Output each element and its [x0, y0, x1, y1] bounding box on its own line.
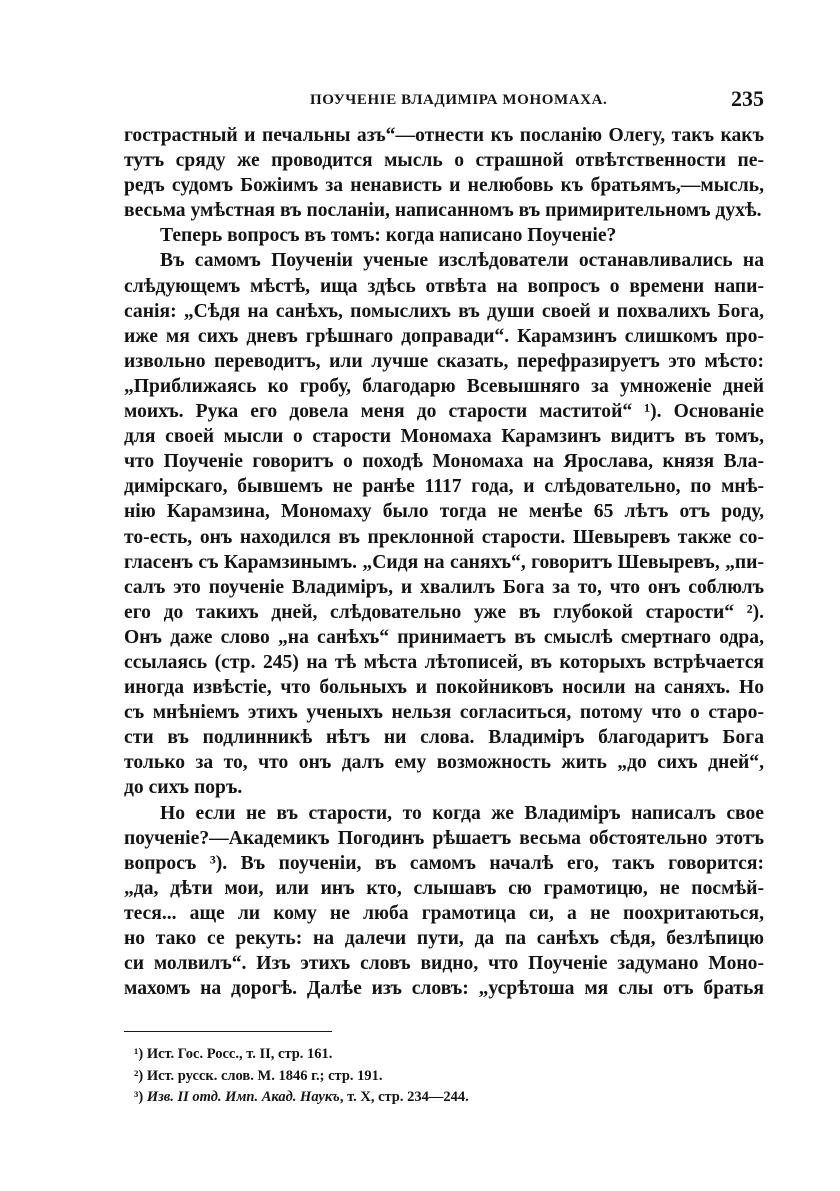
footnote-source-title: Изв. II отд. Имп. Акад. Наукъ: [146, 1089, 340, 1105]
footnote-text: , т. X, стр. 234—244.: [339, 1089, 469, 1105]
running-title: ПОУЧЕНІЕ ВЛАДИМІРА МОНОМАХА.: [310, 92, 608, 108]
footnotes: [134, 1044, 734, 1109]
text-line: слѣдующемъ мѣстѣ, ища здѣсь отвѣта на вопросъ о времени напи-: [124, 275, 764, 297]
text-line: до сихъ поръ.: [124, 777, 243, 799]
text-line: „Приближаясь ко гробу, благодарю Всевышняго за умноженіе дней: [124, 375, 764, 397]
text-line: Онъ даже слово „на санѣхъ“ принимаетъ въ смыслѣ смертнаго одра,: [124, 626, 764, 648]
text-line: си молвилъ“. Изъ этихъ словъ видно, что Поученіе задумано Моно-: [124, 953, 764, 975]
text-line: димірскаго, бывшемъ не ранѣе 1117 года, и слѣдовательно, по мнѣ-: [124, 476, 764, 498]
text-line: нію Карамзина, Мономаху было тогда не менѣе 65 лѣтъ отъ роду,: [124, 501, 764, 523]
text-line: весьма умѣстная въ посланіи, написанномъ въ примирительномъ духѣ.: [124, 200, 762, 222]
running-header: [124, 86, 764, 116]
text-line: ссылаясь (стр. 245) на тѣ мѣста лѣтописей, въ которыхъ встрѣчается: [124, 651, 764, 673]
footnote: [134, 1087, 734, 1109]
text-line: „да, дѣти мои, или инъ кто, слышавъ сю грамотицю, не посмѣй-: [124, 877, 764, 899]
text-line: редъ судомъ Божіимъ за ненависть и нелюбовь къ братьямъ,—мысль,: [124, 175, 764, 197]
text-line: Въ самомъ Поученіи ученые изслѣдователи останавливались на: [160, 250, 764, 272]
text-line: то-есть, онъ находился въ преклонной старости. Шевыревъ также со-: [124, 526, 764, 548]
text-line: Теперь вопросъ въ томъ: когда написано Поученіе?: [160, 225, 617, 247]
text-line: моихъ. Рука его довела меня до старости маститой“ ¹). Основаніе: [124, 401, 764, 423]
text-line: съ мнѣніемъ этихъ ученыхъ нельзя согласиться, потому что о старо-: [124, 702, 764, 724]
text-line: гласенъ съ Карамзинымъ. „Сидя на саняхъ“, говоритъ Шевыревъ, „пи-: [124, 551, 764, 573]
text-line: салъ это поученіе Владиміръ, и хвалилъ Бога за то, что онъ соблюлъ: [124, 576, 764, 598]
text-line: иногда извѣстіе, что больныхъ и покойниковъ носили на саняхъ. Но: [124, 677, 764, 699]
text-line: только за то, что онъ далъ ему возможность жить „до сихъ дней“,: [124, 752, 764, 774]
footnote-text: Ист. Гос. Росс., т. II, стр. 161.: [146, 1046, 333, 1062]
text-line: извольно переводитъ, или лучше сказать, перефразируетъ это мѣсто:: [124, 350, 764, 372]
footnote-mark: ²): [134, 1067, 144, 1084]
footnote-divider: [124, 1031, 332, 1032]
text-line: вопросъ ³). Въ поученіи, въ самомъ началѣ его, такъ говорится:: [124, 852, 764, 874]
text-line: для своей мысли о старости Мономаха Карамзинъ видитъ въ томъ,: [124, 426, 764, 448]
page-number: 235: [731, 86, 764, 111]
text-line: иже мя сихъ дневъ грѣшнаго доправади“. Карамзинъ слишкомъ про-: [124, 325, 764, 347]
text-line: его до такихъ дней, слѣдовательно уже въ глубокой старости“ ²).: [124, 601, 764, 623]
footnote-mark: ¹): [134, 1046, 144, 1062]
text-line: тутъ сряду же проводится мысль о страшной отвѣтственности пе-: [124, 150, 764, 172]
body-text: [124, 123, 764, 1001]
text-line: махомъ на дорогѣ. Далѣе изъ словъ: „усрѣтоша мя слы отъ братья: [124, 978, 764, 1000]
text-line: теся... аще ли кому не люба грамотица си, а не поохритаються,: [124, 902, 764, 924]
footnote-text: Ист. русск. слов. М. 1846 г.; стр. 191.: [146, 1067, 383, 1084]
footnote-mark: ³): [134, 1089, 144, 1105]
footnote: [134, 1044, 734, 1066]
text-line: сти въ подлинникѣ нѣтъ ни слова. Владиміръ благодаритъ Бога: [124, 727, 764, 749]
text-line: что Поученіе говоритъ о походѣ Мономаха на Ярослава, князя Вла-: [124, 451, 764, 473]
footnote: [134, 1066, 734, 1088]
text-line: гострастный и печальны азъ“—отнести къ посланію Олегу, такъ какъ: [124, 125, 764, 146]
text-line: санія: „Сѣдя на санѣхъ, помыслихъ въ души своей и похвалихъ Бога,: [124, 300, 764, 322]
text-line: Но если не въ старости, то когда же Владиміръ написалъ свое: [160, 802, 764, 824]
text-line: но тако се рекуть: на далечи пути, да па санѣхъ сѣдя, безлѣпицю: [124, 928, 764, 949]
text-line: поученіе?—Академикъ Погодинъ рѣшаетъ весьма обстоятельно этотъ: [124, 827, 764, 849]
